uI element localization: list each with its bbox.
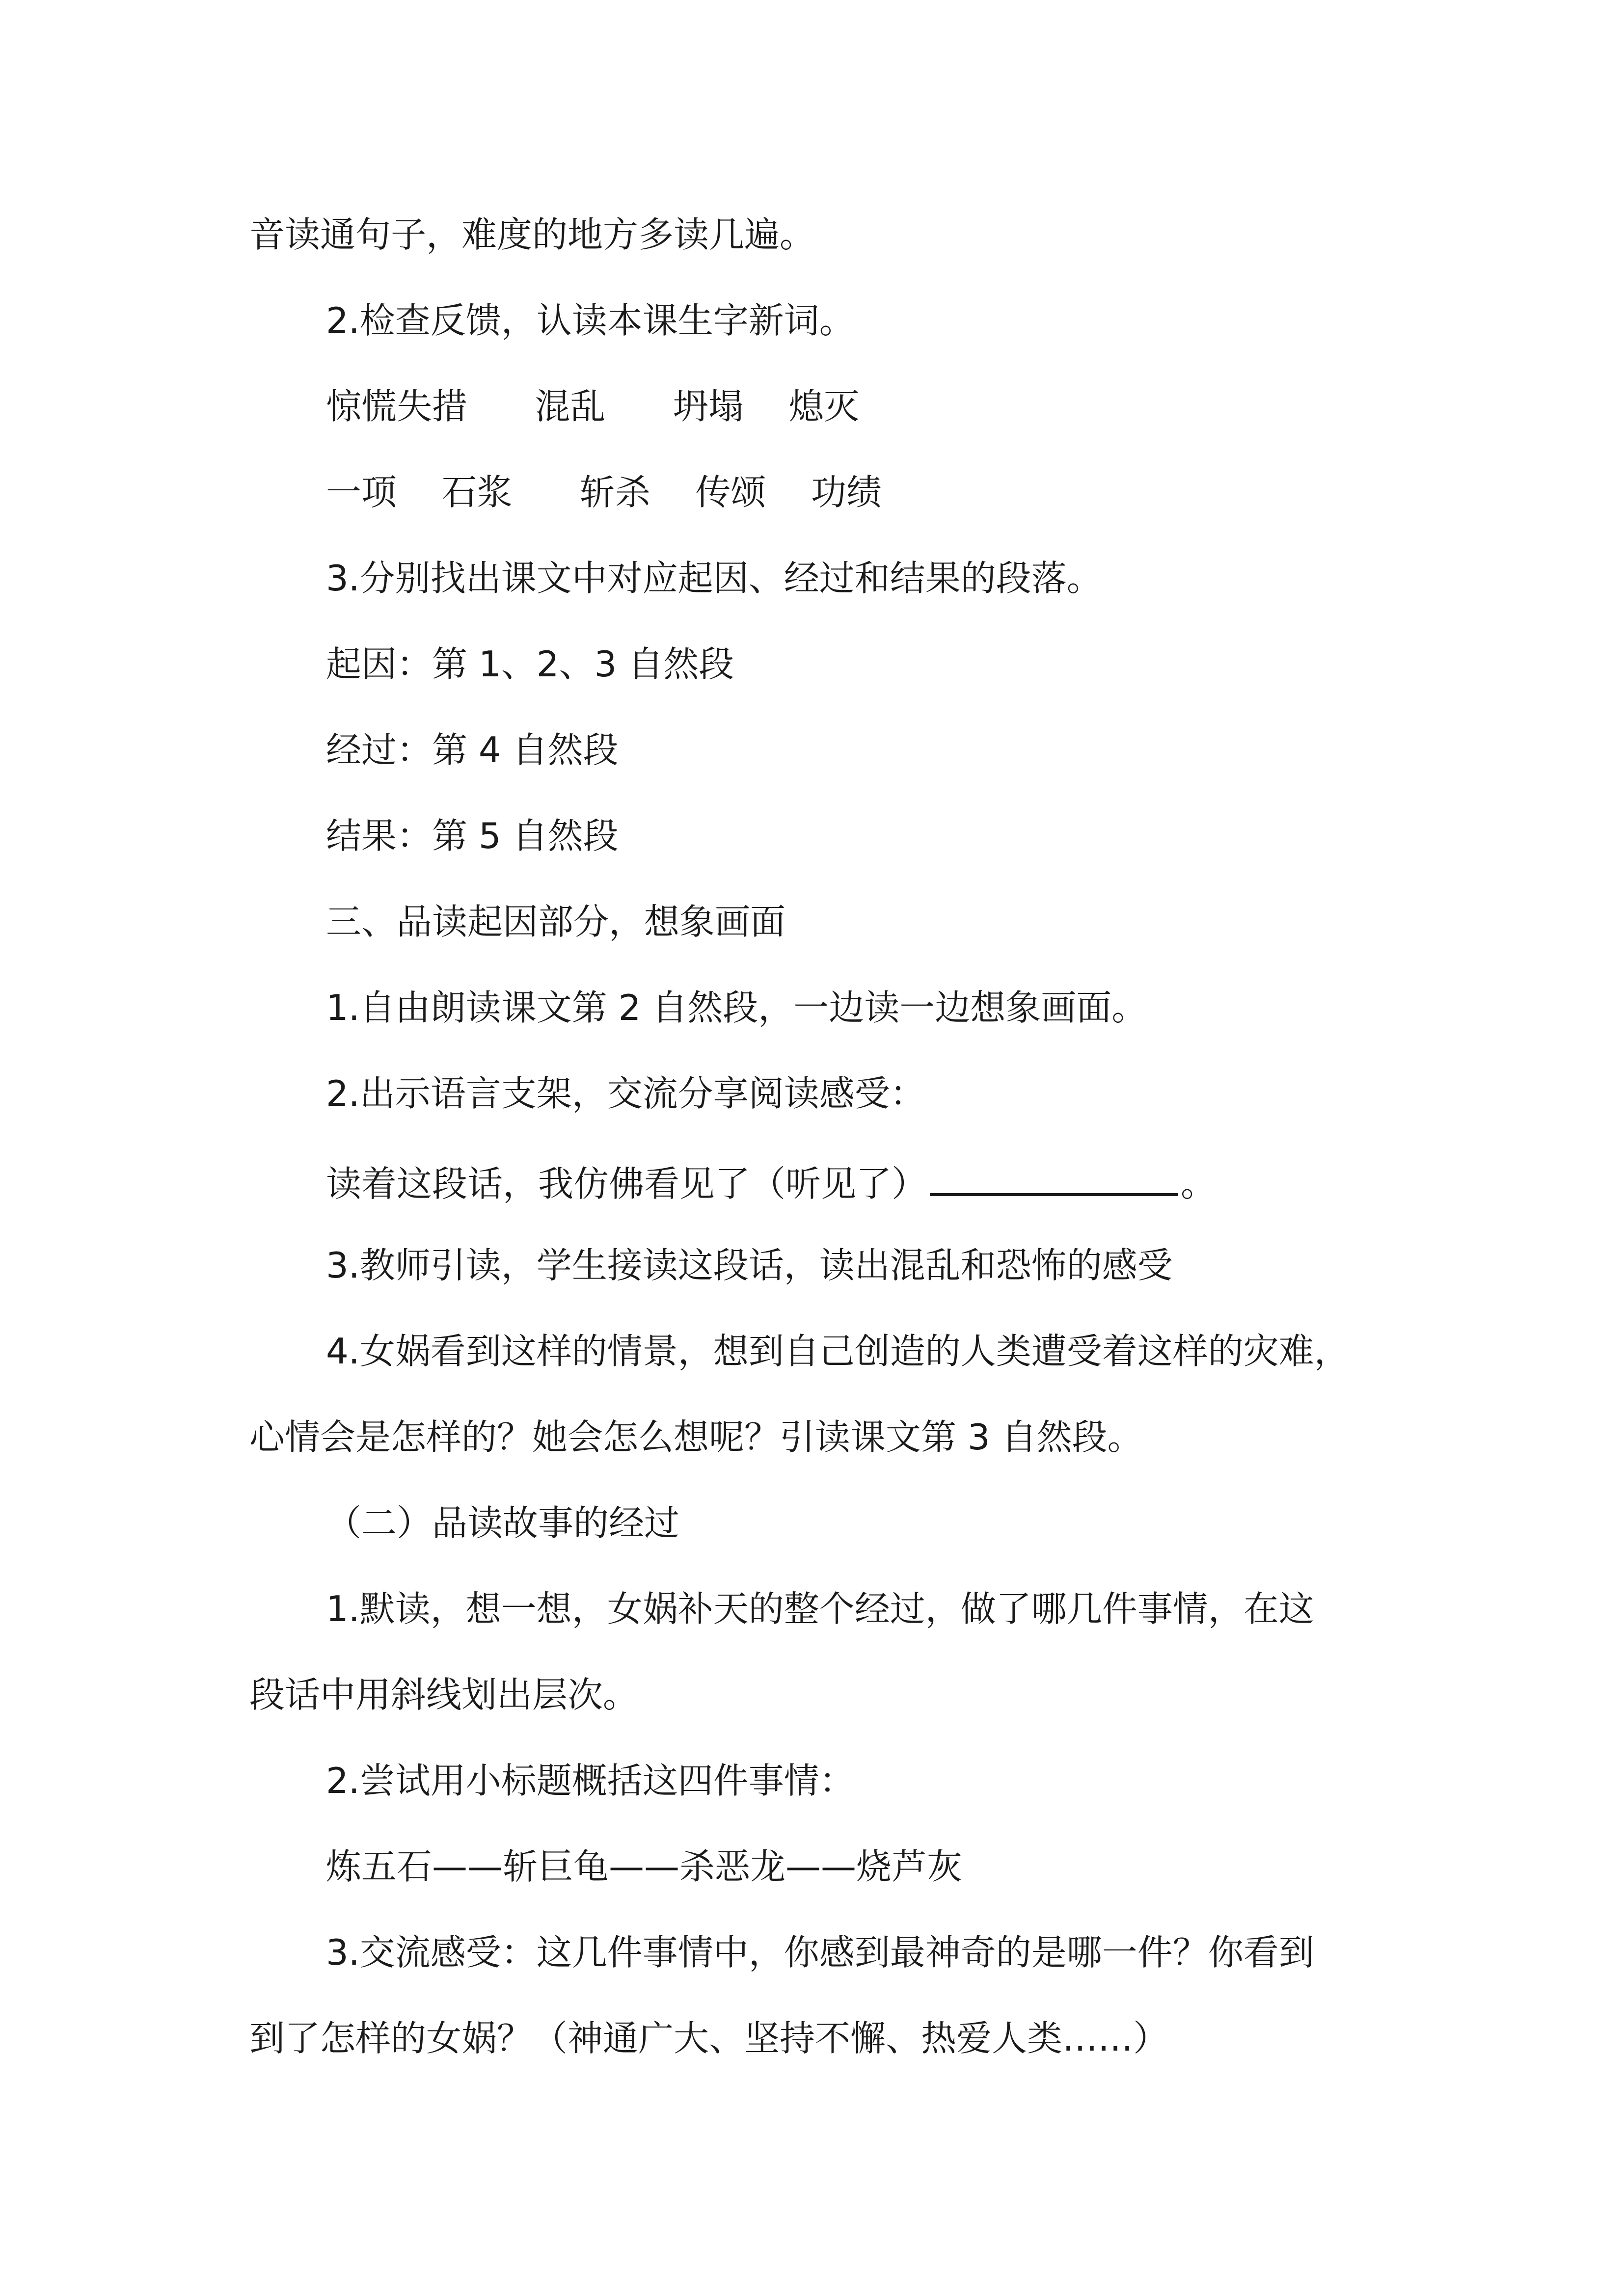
fill-in-suffix: 。 bbox=[1181, 1163, 1217, 1204]
text-line: 2.出示语言支架，交流分享阅读感受： bbox=[326, 1073, 925, 1114]
text-line: 音读通句子，难度的地方多读几遍。 bbox=[249, 214, 815, 255]
text-line: 炼五石——斩巨龟——杀恶龙——烧芦灰 bbox=[326, 1846, 963, 1887]
vocab-line: 惊慌失措 混乱 坍塌 熄灭 bbox=[326, 386, 860, 427]
text-line: 3.交流感受：这几件事情中，你感到最神奇的是哪一件？你看到 bbox=[326, 1932, 1314, 1973]
fill-in-blank bbox=[930, 1156, 1178, 1196]
text-line: 1.默读，想一想，女娲补天的整个经过，做了哪几件事情，在这 bbox=[326, 1588, 1314, 1629]
text-line: 4.女娲看到这样的情景，想到自己创造的人类遭受着这样的灾难， bbox=[326, 1331, 1350, 1372]
fill-in-prefix: 读着这段话，我仿佛看见了（听见了） bbox=[326, 1163, 927, 1204]
text-line: 3.教师引读，学生接读这段话，读出混乱和恐怖的感受 bbox=[326, 1245, 1173, 1286]
text-line: 2.检查反馈，认读本课生字新词。 bbox=[326, 300, 855, 341]
text-line: 起因：第 1、2、3 自然段 bbox=[326, 643, 734, 685]
text-line: 1.自由朗读课文第 2 自然段，一边读一边想象画面。 bbox=[326, 987, 1147, 1028]
text-line: 经过：第 4 自然段 bbox=[326, 729, 619, 771]
fill-in-line bbox=[326, 1156, 1393, 1207]
text-line: 到了怎样的女娲？（神通广大、坚持不懈、热爱人类……） bbox=[249, 2018, 1169, 2059]
text-line: 心情会是怎样的？她会怎么想呢？引读课文第 3 自然段。 bbox=[249, 1416, 1143, 1458]
section-heading: （二）品读故事的经过 bbox=[326, 1502, 680, 1544]
text-line: 结果：第 5 自然段 bbox=[326, 815, 619, 856]
text-line: 段话中用斜线划出层次。 bbox=[249, 1674, 639, 1715]
text-line: 3.分别找出课文中对应起因、经过和结果的段落。 bbox=[326, 558, 1102, 599]
section-heading: 三、品读起因部分，想象画面 bbox=[326, 901, 786, 942]
text-line: 2.尝试用小标题概括这四件事情： bbox=[326, 1760, 855, 1801]
vocab-line: 一项 石浆 斩杀 传颂 功绩 bbox=[326, 472, 882, 513]
